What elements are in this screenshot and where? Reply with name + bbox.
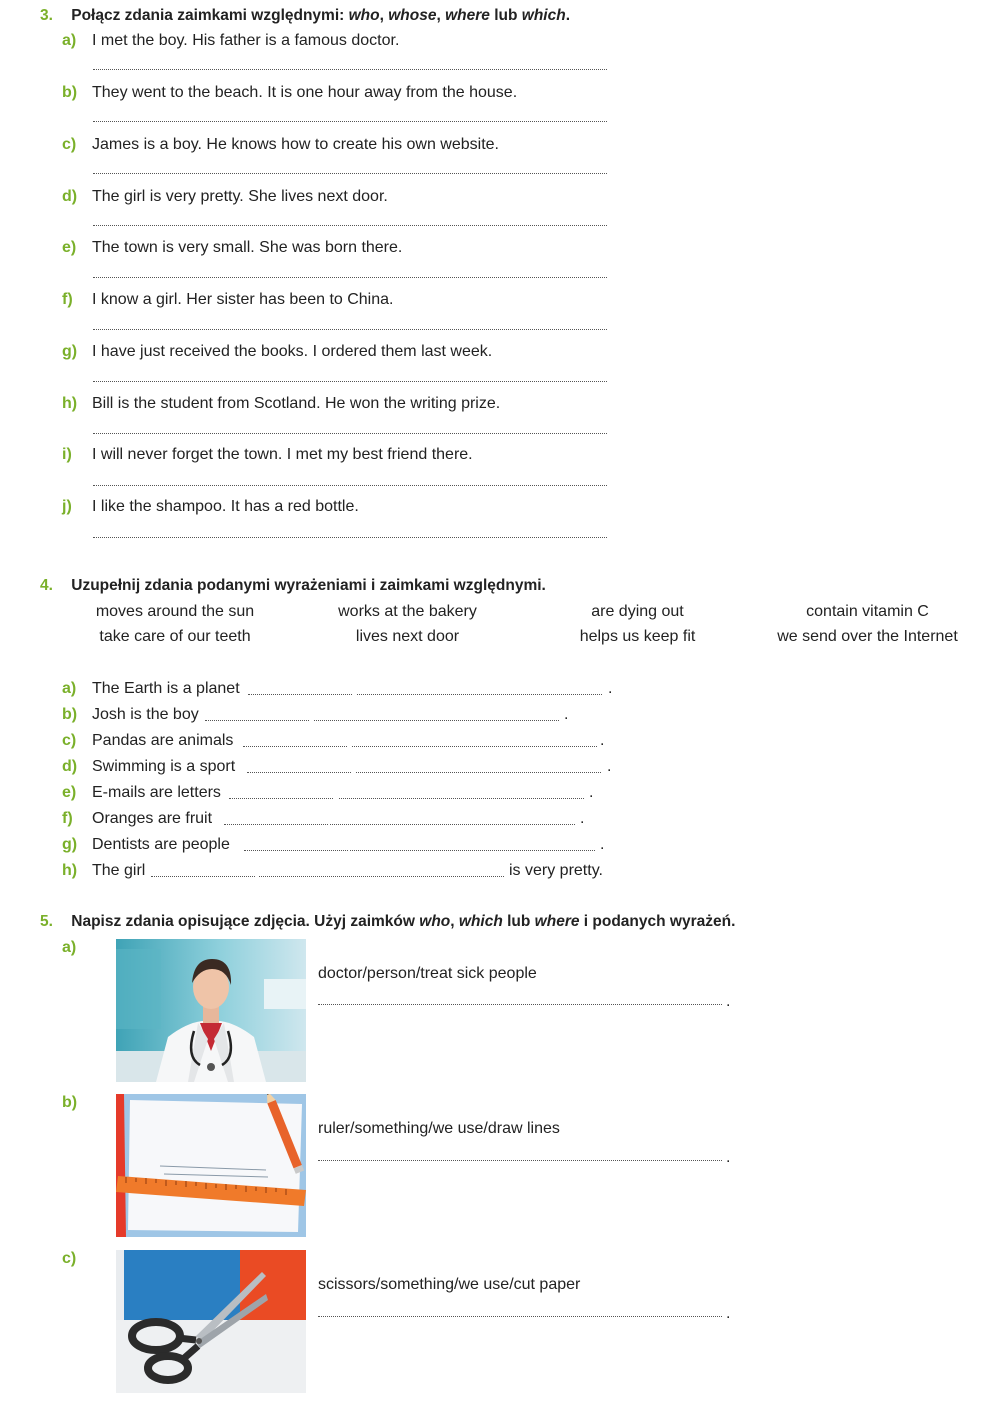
list-item [62, 188, 388, 206]
list-item [62, 446, 473, 464]
ex3-heading-text: Połącz zdania zaimkami względnymi: who, whose, where lub which. [71, 7, 570, 24]
item-letter: d) [62, 758, 78, 775]
item-sentence: Josh is the boy [92, 706, 199, 723]
ex5-heading [40, 913, 735, 931]
list-item [62, 862, 662, 884]
item-letter: f) [62, 810, 73, 827]
item-letter: c) [62, 732, 77, 749]
item-letter: b) [62, 706, 78, 723]
pronoun-blank[interactable] [248, 694, 352, 695]
item-letter: c) [62, 1250, 77, 1267]
phrase-blank[interactable] [350, 850, 595, 851]
list-item [62, 239, 403, 257]
scissors-photo [116, 1250, 306, 1393]
item-sentence: E-mails are letters [92, 784, 221, 801]
item-sentence: Bill is the student from Scotland. He won the writing prize. [92, 395, 501, 412]
list-item [62, 84, 518, 102]
item-letter: e) [62, 239, 77, 256]
answer-line[interactable] [93, 69, 607, 70]
answer-line[interactable] [93, 433, 607, 434]
ex4-number: 4. [40, 577, 53, 594]
item-letter: e) [62, 784, 77, 801]
item-sentence: I know a girl. Her sister has been to China. [92, 291, 394, 308]
item-letter: a) [62, 680, 77, 697]
answer-line[interactable] [93, 225, 607, 226]
bank-phrase: contain vitamin C [806, 603, 929, 620]
prompt-text: doctor/person/treat sick people [318, 965, 537, 982]
list-item [62, 32, 400, 50]
pronoun-blank[interactable] [244, 850, 348, 851]
sentence-end: . [608, 680, 613, 697]
ex4-heading [40, 577, 546, 595]
list-item [62, 784, 662, 806]
list-item [62, 395, 501, 413]
sentence-end: . [600, 836, 605, 853]
item-sentence: James is a boy. He knows how to create his own website. [92, 136, 499, 153]
sentence-end: . [607, 758, 612, 775]
sentence-end: . [726, 993, 731, 1010]
prompt-text: scissors/something/we use/cut paper [318, 1276, 581, 1293]
bank-phrase: helps us keep fit [579, 628, 696, 645]
ex4-heading-text: Uzupełnij zdania podanymi wyrażeniami i zaimkami względnymi. [71, 577, 546, 594]
item-sentence: The town is very small. She was born there. [92, 239, 403, 256]
item-letter: b) [62, 84, 78, 101]
sentence-end: . [589, 784, 594, 801]
ex5-number: 5. [40, 913, 53, 930]
item-sentence: Oranges are fruit [92, 810, 213, 827]
pronoun-blank[interactable] [229, 798, 333, 799]
item-sentence: They went to the beach. It is one hour away from the house. [92, 84, 518, 101]
item-sentence: The Earth is a planet [92, 680, 240, 697]
prompt-text: ruler/something/we use/draw lines [318, 1120, 560, 1137]
sentence-end: . [726, 1149, 731, 1166]
pronoun-blank[interactable] [205, 720, 309, 721]
ex3-heading [40, 7, 570, 25]
item-sentence: Pandas are animals [92, 732, 234, 749]
pronoun-blank[interactable] [151, 876, 255, 877]
phrase-blank[interactable] [357, 694, 602, 695]
item-sentence: I met the boy. His father is a famous doctor. [92, 32, 400, 49]
item-sentence: I like the shampoo. It has a red bottle. [92, 498, 359, 515]
bank-phrase: works at the bakery [338, 603, 477, 620]
answer-line[interactable] [93, 537, 607, 538]
phrase-blank[interactable] [314, 720, 559, 721]
item-letter: f) [62, 291, 73, 308]
sentence-end: . [580, 810, 585, 827]
item-sentence: The girl [92, 862, 146, 879]
sentence-end: . [726, 1305, 731, 1322]
pronoun-blank[interactable] [224, 824, 328, 825]
phrase-blank[interactable] [356, 772, 601, 773]
answer-line[interactable] [93, 485, 607, 486]
phrase-blank[interactable] [339, 798, 584, 799]
bank-phrase: moves around the sun [95, 603, 255, 620]
ex5-heading-text: Napisz zdania opisujące zdjęcia. Użyj zaimków who, which lub where i podanych wyrażeń. [71, 913, 736, 930]
answer-line[interactable] [93, 121, 607, 122]
list-item [62, 810, 662, 832]
bank-phrase: are dying out [591, 603, 684, 620]
item-sentence: I will never forget the town. I met my best friend there. [92, 446, 473, 463]
item-letter: g) [62, 343, 78, 360]
answer-line[interactable] [93, 173, 607, 174]
phrase-blank[interactable] [352, 746, 597, 747]
list-item [62, 498, 359, 516]
answer-line[interactable] [93, 329, 607, 330]
list-item [62, 291, 394, 309]
item-letter: h) [62, 862, 78, 879]
list-item [62, 836, 662, 858]
item-letter: i) [62, 446, 72, 463]
doctor-image [116, 939, 306, 1082]
pronoun-blank[interactable] [243, 746, 347, 747]
bank-phrase: we send over the Internet [777, 628, 958, 645]
item-letter: g) [62, 836, 78, 853]
sentence-end: . [564, 706, 569, 723]
answer-line[interactable] [93, 381, 607, 382]
item-letter: h) [62, 395, 78, 412]
phrase-blank[interactable] [259, 876, 504, 877]
item-letter: b) [62, 1094, 78, 1111]
ex3-number: 3. [40, 7, 53, 24]
answer-line[interactable] [93, 277, 607, 278]
item-letter: c) [62, 136, 77, 153]
list-item [62, 680, 662, 702]
bank-phrase: lives next door [355, 628, 460, 645]
item-sentence: Dentists are people [92, 836, 230, 853]
sentence-end: . [600, 732, 605, 749]
list-item [62, 758, 662, 780]
answer-line[interactable] [318, 1004, 722, 1005]
answer-line[interactable] [318, 1316, 722, 1317]
pronoun-blank[interactable] [247, 772, 351, 773]
ruler-photo [116, 1094, 306, 1237]
item-letter: a) [62, 939, 77, 956]
bank-phrase: take care of our teeth [99, 628, 251, 645]
list-item [62, 732, 662, 754]
list-item [62, 343, 493, 361]
phrase-blank[interactable] [330, 824, 575, 825]
sentence-end: is very pretty. [509, 862, 603, 879]
doctor-photo [116, 939, 306, 1082]
scissors-image [116, 1250, 306, 1393]
item-sentence: Swimming is a sport [92, 758, 236, 775]
list-item [62, 706, 662, 728]
list-item [62, 136, 499, 154]
ruler-image [116, 1094, 306, 1237]
item-sentence: The girl is very pretty. She lives next door. [92, 188, 388, 205]
answer-line[interactable] [318, 1160, 722, 1161]
item-letter: a) [62, 32, 77, 49]
item-letter: j) [62, 498, 72, 515]
item-sentence: I have just received the books. I ordered them last week. [92, 343, 493, 360]
item-letter: d) [62, 188, 78, 205]
